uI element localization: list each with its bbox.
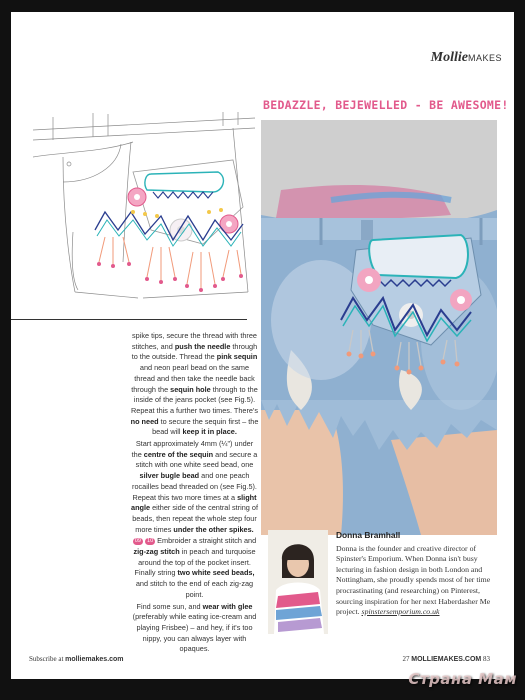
footer-subscribe-text: Subscribe at	[29, 655, 66, 663]
author-website-link[interactable]: spinstersemporium.co.uk	[361, 607, 440, 617]
bold-run: under the other spikes.	[173, 524, 254, 534]
brand-logo	[431, 50, 502, 66]
bold-run: silver bugle bead	[139, 471, 200, 481]
author-portrait	[268, 530, 328, 634]
footer-site: MOLLIEMAKES.COM	[411, 656, 482, 663]
author-bio-text: Donna is the founder and creative director of Spinster's Emporium. When Donna isn't busy lecturing in fashion design in both London and Nottingham, she proudly spends most of her time procrastinating (and researching) on Pinterest, sourcing inspiration for her next Haberdasher Me project.	[336, 543, 491, 617]
brand-script: Mollie	[430, 50, 468, 65]
bold-run: centre of the sequin	[143, 449, 214, 459]
text-run: either side of the central string of beads, then repeat the whole step four more times	[132, 503, 258, 534]
bold-run: wear with glee	[202, 601, 253, 611]
bold-run: no need	[130, 416, 159, 426]
author-name: Donna Bramhall	[336, 530, 401, 540]
denim-shorts-photo	[261, 120, 497, 535]
text-run: in peach and turquoise around the top of the pocket insert. Finally string	[134, 547, 256, 578]
divider-line	[11, 319, 247, 320]
footer-page-info	[403, 655, 491, 663]
shorts-sketch-illustration	[33, 112, 255, 312]
bold-run: keep it in place.	[182, 427, 237, 437]
text-run: and stitch to the end of each zig-zag point.	[135, 579, 254, 599]
bold-run: sequin hole	[170, 384, 211, 394]
step-badge: 10	[147, 537, 154, 544]
paragraph-4	[130, 602, 259, 656]
author-bio	[336, 530, 496, 618]
text-run: and neon pearl bead on the same thread and then take the needle back through the	[131, 363, 255, 394]
bold-run: two white seed beads,	[177, 568, 255, 578]
footer-subscribe-link[interactable]: molliemakes.com	[65, 656, 124, 663]
text-run: spike tips, secure the thread with three stitches, and	[131, 331, 257, 351]
text-run: Find some sun, and	[136, 601, 203, 611]
paragraph-3	[130, 536, 259, 600]
text-run: Start approximately 4mm (¼") under the	[131, 439, 254, 459]
text-run: through to the inside of the jeans pocket (see Fig.5). Repeat this a further two times. There's	[131, 384, 258, 415]
footer-suffix: 83	[483, 655, 490, 663]
headline: BEDAZZLE, BEJEWELLED - BE AWESOME!	[263, 98, 509, 112]
text-run: Embroider a straight stitch and	[155, 536, 257, 546]
instructions-text	[130, 331, 259, 656]
bold-run: pink sequin	[216, 352, 258, 362]
bold-run: push the needle	[174, 341, 231, 351]
text-run: to secure the sequin first – the bead will	[152, 416, 259, 437]
watermark: Страна Мам	[408, 670, 517, 688]
footer-subscribe	[29, 655, 124, 663]
magazine-page	[11, 12, 514, 679]
text-run: (preferably while eating ice-cream and playing Frisbee) – and hey, if it's too nippy, you can always layer with opaques.	[132, 612, 257, 654]
paragraph-1	[130, 331, 259, 438]
text-run: and secure a stitch with one white seed bead, one	[135, 449, 258, 470]
paragraph-2	[130, 439, 259, 535]
text-run: and one peach rocailles bead threaded on (see Fig.5). Repeat this two more times at a	[132, 471, 257, 502]
text-run: through to the outside. Thread the	[131, 341, 258, 362]
page-number: 27	[402, 655, 410, 663]
step-badge: 09	[134, 537, 141, 544]
bold-run: zig-zag stitch	[133, 547, 180, 557]
brand-caps: MAKES	[467, 53, 502, 63]
bold-run: slight angle	[131, 492, 257, 513]
